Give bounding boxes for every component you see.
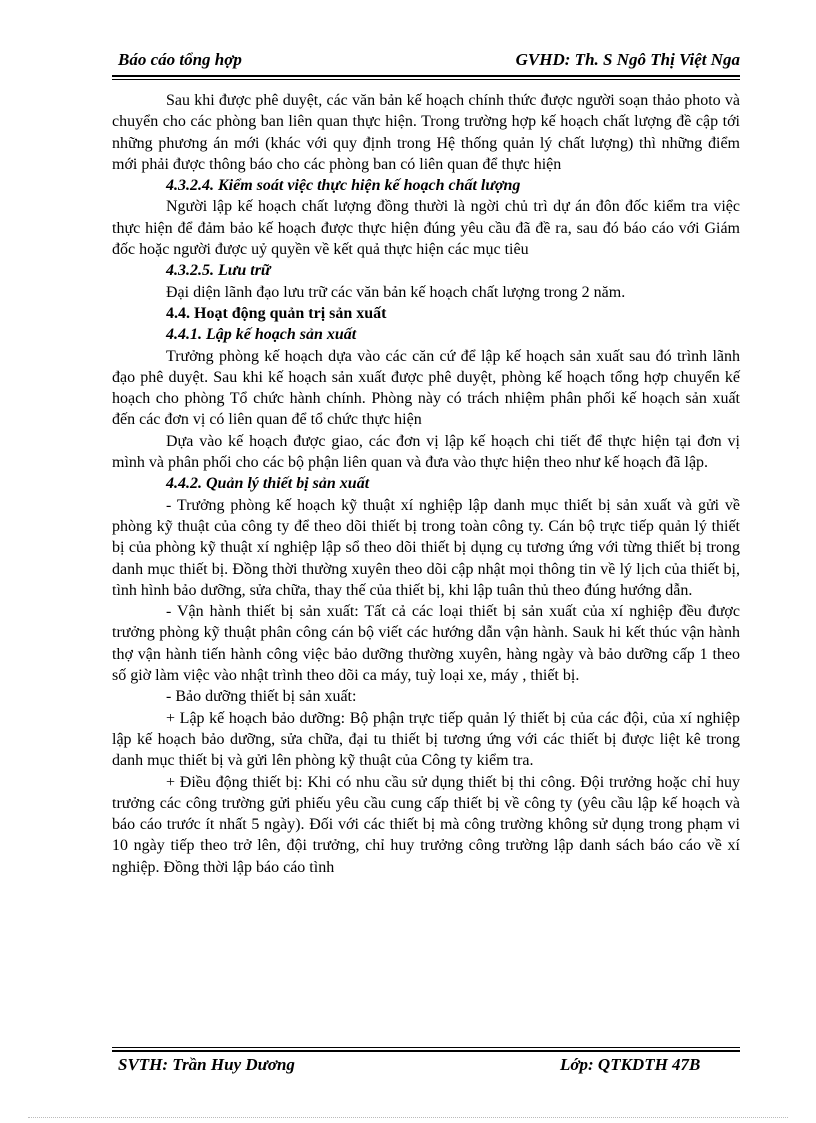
footer-class: Lớp: QTKDTH 47B — [560, 1055, 701, 1074]
paragraph: + Lập kế hoạch bảo dưỡng: Bộ phận trực tiếp quản lý thiết bị của các đội, của xí nghiệp lập kế hoạch bảo dưỡng, sửa chữa, đại tu thiết bị tương ứng với các thiết bị được liệt kê trong danh mục thiết bị và gửi lên phòng kỹ thuật của Công ty kiểm tra. — [112, 709, 740, 770]
paragraph: Sau khi được phê duyệt, các văn bản kế hoạch chính thức được người soạn thảo photo và chuyển cho các phòng ban liên quan thực hiện. Trong trường hợp kế hoạch chất lượng đề cập tới những phương án mới (khác với quy định trong Hệ thống quản lý chất lượng) thì những điểm mới phải được thông báo cho các phòng ban có liên quan để thực hiện — [112, 92, 740, 173]
page-footer — [112, 1055, 740, 1081]
header-rule-thin — [112, 79, 740, 80]
paragraph: Người lập kế hoạch chất lượng đồng thười là ngời chủ trì dự án đôn đốc kiểm tra việc thực hiện để đảm bảo kế hoạch được thực hiện đúng yêu cầu đã đề ra, sau đó báo cáo với Giám đốc hoặc người được uỷ quyền về kết quả thực hiện các mục tiêu — [112, 198, 740, 259]
header-report-title: Báo cáo tổng hợp — [118, 50, 242, 69]
body-text — [112, 90, 740, 878]
heading-4-4-1: 4.4.1. Lập kế hoạch sản xuất — [166, 326, 357, 344]
paragraph: - Vận hành thiết bị sản xuất: Tất cả các loại thiết bị sản xuất của xí nghiệp đều được trưởng phòng kỹ thuật phân công cán bộ viết các hướng dẫn vận hành. Sauk hi kết thúc vận hành thợ vận hành tiến hành công việc bảo dưỡng thường xuyên, hàng ngày và bảo dưỡng cấp 1 theo số giờ làm việc vào nhật trình theo dõi ca máy, tuỳ loại xe, máy , thiết bị. — [112, 603, 740, 685]
paragraph: Đại diện lãnh đạo lưu trữ các văn bản kế hoạch chất lượng trong 2 năm. — [166, 283, 626, 301]
page-header — [112, 48, 740, 74]
heading-4-4: 4.4. Hoạt động quản trị sản xuất — [166, 304, 387, 322]
paragraph: Dựa vào kế hoạch được giao, các đơn vị lập kế hoạch chi tiết để thực hiện tại đơn vị mình và phân phối cho các bộ phận liên quan và đưa vào thực hiện theo như kế hoạch đã lập. — [112, 432, 740, 472]
footer-student-name: SVTH: Trần Huy Dương — [118, 1055, 295, 1074]
page-bottom-dotted-line — [28, 1117, 788, 1118]
footer-rule-thick — [112, 1050, 740, 1052]
footer-rule-thin — [112, 1047, 740, 1048]
heading-4-3-2-5: 4.3.2.5. Lưu trữ — [166, 262, 271, 280]
header-supervisor: GVHD: Th. S Ngô Thị Việt Nga — [515, 50, 740, 69]
header-rule-thick — [112, 75, 740, 77]
heading-4-4-2: 4.4.2. Quản lý thiết bị sản xuất — [166, 475, 370, 493]
paragraph: + Điều động thiết bị: Khi có nhu cầu sử dụng thiết bị thi công. Đội trưởng hoặc chỉ huy trưởng các công trường gửi phiếu yêu cầu cung cấp thiết bị về công ty (yêu cầu lập kế hoạch và báo cáo trước ít nhất 5 ngày). Đối với các thiết bị mà công trường không sử dụng trong phạm vi 10 ngày tiếp theo trở lên, đội trưởng, chỉ huy trưởng công trường lập danh sách báo cáo về xí nghiệp. Đồng thời lập báo cáo tình — [112, 773, 740, 876]
paragraph: Trưởng phòng kế hoạch dựa vào các căn cứ để lập kế hoạch sản xuất sau đó trình lãnh đạo phê duyệt. Sau khi kế hoạch sản xuất được phê duyệt, phòng kế hoạch tổng hợp chuyển kế hoạch cho phòng Tổ chức hành chính. Phòng này có trách nhiệm phân phối kế hoạch sản xuất đến các đơn vị có liên quan để tổ chức thực hiện — [112, 347, 740, 429]
paragraph: - Trưởng phòng kế hoạch kỹ thuật xí nghiệp lập danh mục thiết bị sản xuất và gửi về phòng kỹ thuật của công ty để theo dõi thiết bị trong toàn công ty. Cán bộ trực tiếp quản lý thiết bị của phòng kỹ thuật xí nghiệp lập sổ theo dõi thiết bị dụng cụ tương ứng với từng thiết bị trong danh mục thiết bị. Đồng thời thường xuyên theo dõi cập nhật mọi thông tin về lý lịch của thiết bị, tình hình bảo dưỡng, sửa chữa, thay thế của thiết bị, khi lập tuân thủ theo đúng hướng dẫn. — [112, 496, 740, 599]
paragraph: - Bảo dưỡng thiết bị sản xuất: — [166, 688, 357, 706]
heading-4-3-2-4: 4.3.2.4. Kiểm soát việc thực hiện kế hoạch chất lượng — [166, 177, 521, 195]
